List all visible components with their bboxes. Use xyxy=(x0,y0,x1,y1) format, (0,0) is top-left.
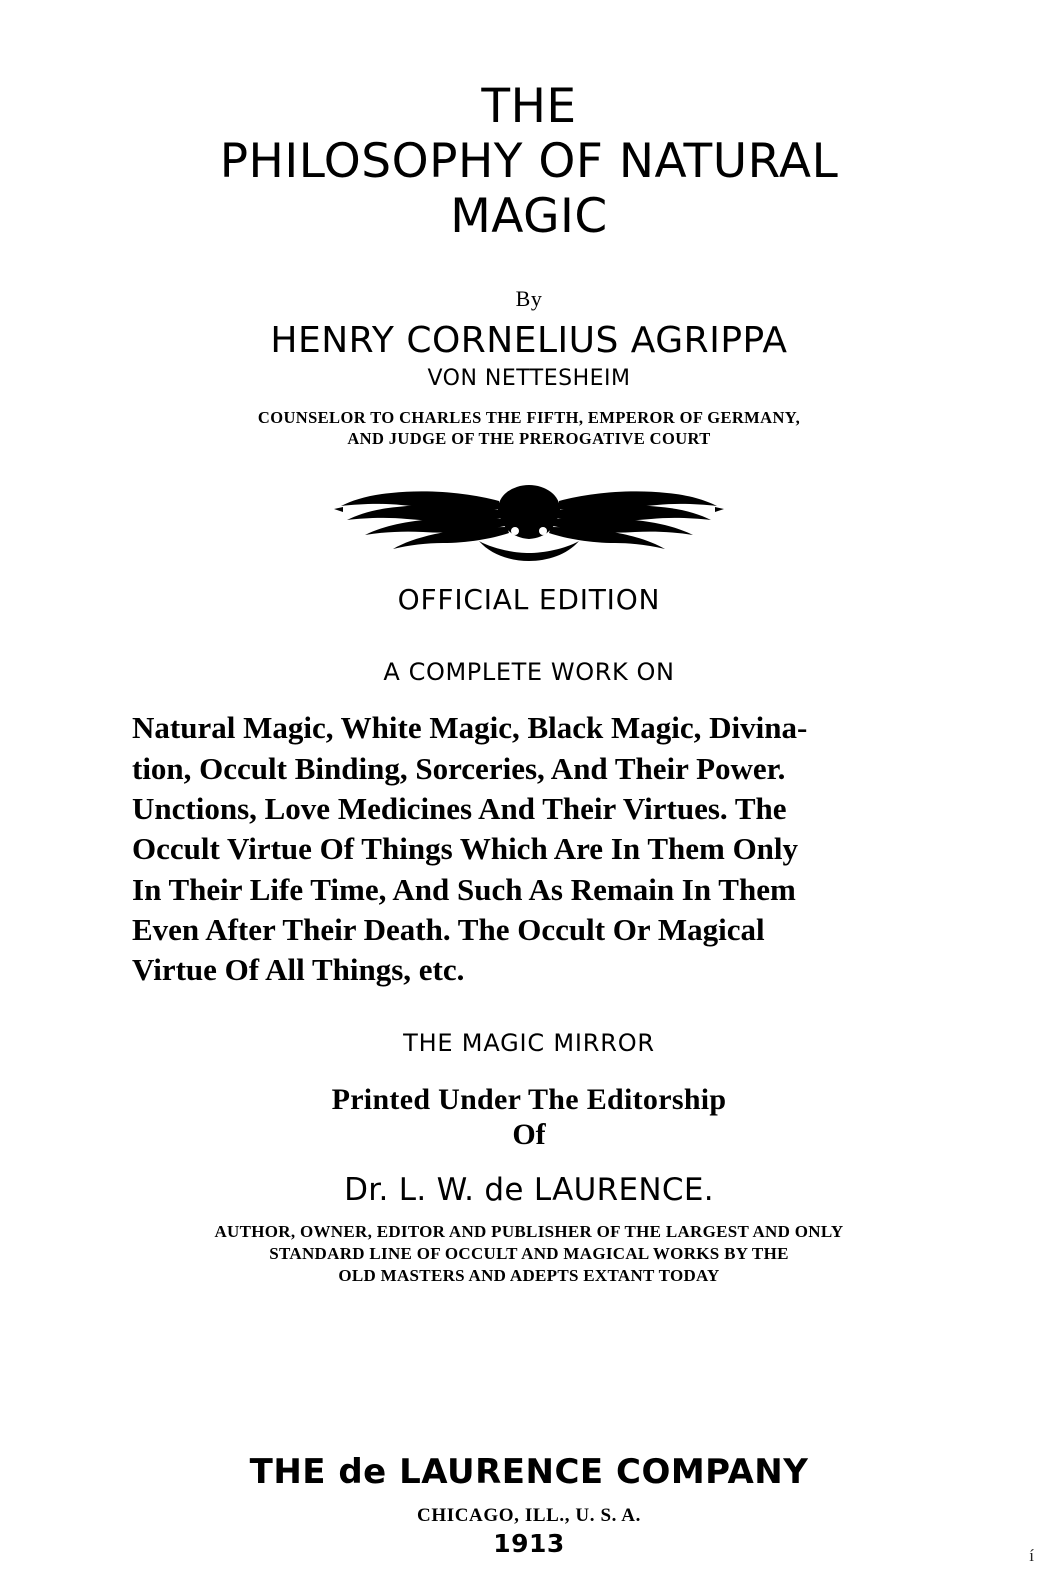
contents-line-3: Unctions, Love Medicines And Their Virtues. The xyxy=(132,791,787,827)
emblem-container xyxy=(80,479,978,565)
credentials-line-2: AND JUDGE OF THE PREROGATIVE COURT xyxy=(347,429,711,449)
printed-of-label: Of xyxy=(512,1117,546,1151)
title-line-1: THE xyxy=(481,79,577,134)
credentials-line-1: COUNSELOR TO CHARLES THE FIFTH, EMPEROR OF GERMANY, xyxy=(257,408,801,428)
contents-description xyxy=(80,708,978,990)
edition-label: OFFICIAL EDITION xyxy=(397,583,661,617)
winged-sun-disk-icon xyxy=(329,479,729,565)
book-title xyxy=(80,79,978,244)
title-line-3: MAGIC xyxy=(450,188,608,244)
editor-credit-line-3: OLD MASTERS AND ADEPTS EXTANT TODAY xyxy=(338,1265,720,1285)
editor-credit xyxy=(80,1221,978,1287)
contents-line-1: Natural Magic, White Magic, Black Magic, Divina- xyxy=(132,710,808,746)
editor-credit-line-2: STANDARD LINE OF OCCULT AND MAGICAL WORKS BY THE xyxy=(269,1243,789,1263)
contents-line-2: tion, Occult Binding, Sorceries, And Their Power. xyxy=(132,750,786,786)
title-line-2: PHILOSOPHY OF NATURAL xyxy=(219,133,839,189)
author-credentials xyxy=(80,407,978,449)
contents-line-4: Occult Virtue Of Things Which Are In Them Only xyxy=(132,831,799,867)
page-corner-mark: í xyxy=(1029,1546,1034,1565)
author-name: HENRY CORNELIUS AGRIPPA xyxy=(270,320,788,362)
editor-credit-line-1: AUTHOR, OWNER, EDITOR AND PUBLISHER OF THE LARGEST AND ONLY xyxy=(214,1221,844,1241)
author-subtitle: VON NETTESHEIM xyxy=(427,366,631,392)
publisher-city: CHICAGO, ILL., U. S. A. xyxy=(417,1504,641,1526)
printed-under-label: Printed Under The Editorship xyxy=(331,1082,727,1116)
contents-line-7: Virtue Of All Things, etc. xyxy=(132,952,465,988)
complete-work-label: A COMPLETE WORK ON xyxy=(383,658,675,687)
by-label: By xyxy=(515,286,543,312)
contents-line-5: In Their Life Time, And Such As Remain In Them xyxy=(132,871,796,907)
editor-name: Dr. L. W. de LAURENCE. xyxy=(344,1171,714,1208)
magic-mirror-label: THE MAGIC MIRROR xyxy=(403,1028,655,1057)
contents-line-6: Even After Their Death. The Occult Or Magical xyxy=(132,911,765,947)
publisher-name: THE de LAURENCE COMPANY xyxy=(249,1451,809,1492)
title-page xyxy=(0,79,1058,1582)
publication-year: 1913 xyxy=(493,1528,565,1558)
